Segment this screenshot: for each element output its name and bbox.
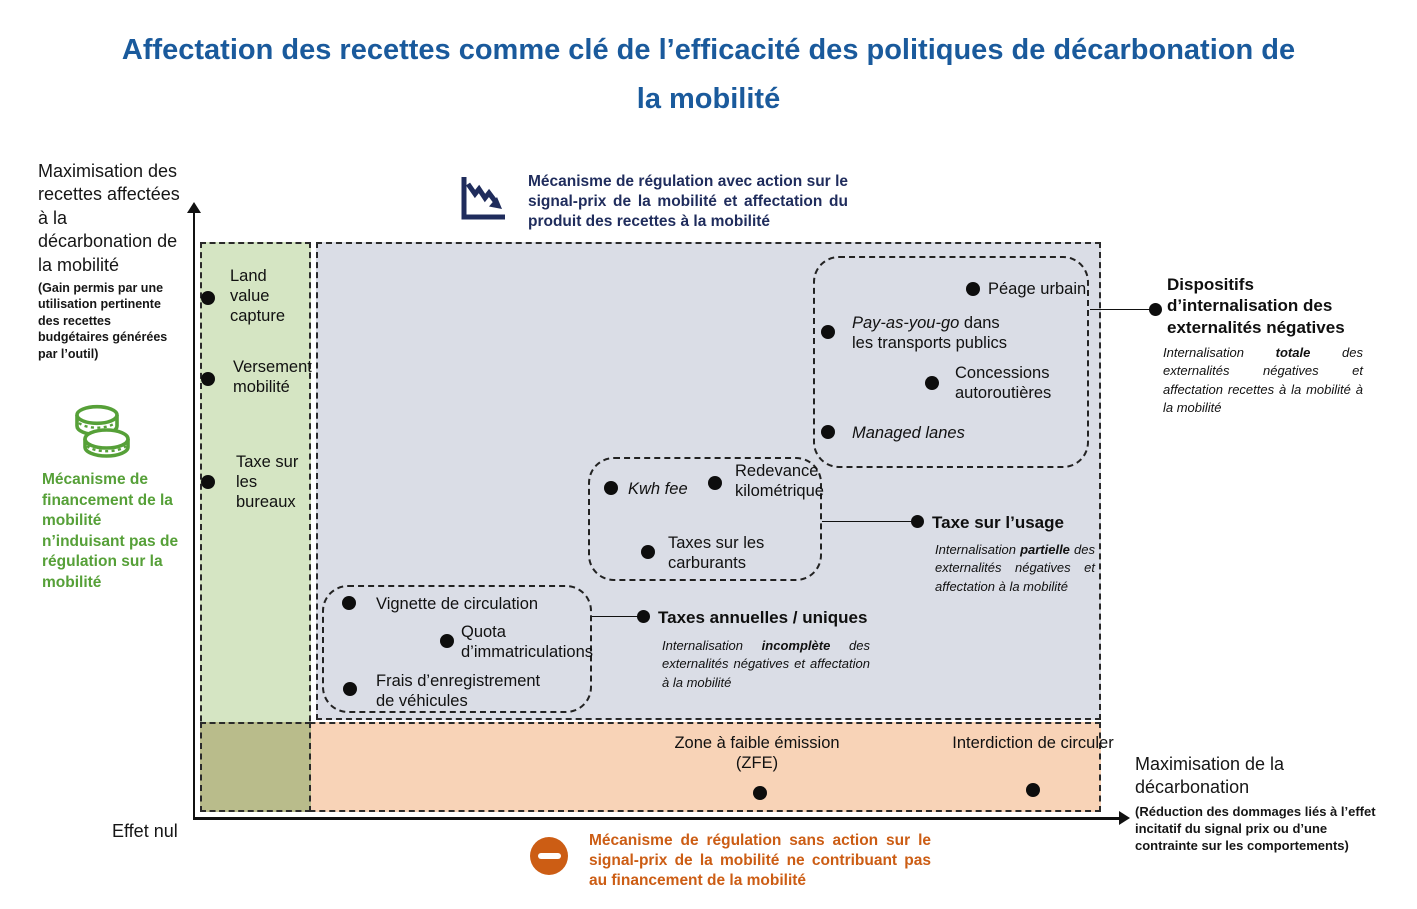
item-pay-as-you-go: [852, 313, 1016, 353]
bullet-land-value-capture: [201, 291, 215, 305]
legend-bottom-text: Mécanisme de régulation sans action sur le signal-prix de la mobilité ne contribuant pas au financement de la mobilité: [589, 832, 931, 890]
item-versement-mobilite: Versement mobilité: [233, 358, 312, 397]
bullet-pay-as-you-go: [821, 325, 835, 339]
connector-internalisation: [1090, 309, 1150, 310]
y-axis-note: (Gain permis par une utilisation pertinente des recettes budgétaires générées par l’outil): [38, 280, 168, 361]
bullet-taxe-bureaux: [201, 475, 215, 489]
connector-usage: [822, 521, 912, 522]
region-overlap: [200, 722, 311, 812]
note-annual: [662, 637, 870, 692]
note-usage: [935, 541, 1095, 596]
item-zfe: Zone à faible émission (ZFE): [674, 734, 840, 773]
no-entry-bar: [538, 853, 561, 859]
item-concessions: Concessions autoroutières: [955, 364, 1052, 403]
connector-internalisation-dot: [1149, 303, 1162, 316]
item-interdiction: Interdiction de circuler: [952, 734, 1114, 752]
y-axis-label: Maximisation des recettes affectées à la décarbonation de la mobilité: [38, 161, 180, 275]
label-internalisation: Dispositifs d’internalisation des externalités négatives: [1167, 275, 1345, 337]
note-usage-rest: des externalités négatives et affectation à la mobilité: [935, 542, 1095, 594]
note-internalisation-prefix: Internalisation: [1163, 345, 1276, 360]
bullet-managed-lanes: [821, 425, 835, 439]
note-internalisation-rest: des externalités négatives et affectation recettes à la mobilité à la mobilité: [1163, 345, 1363, 416]
label-annual: Taxes annuelles / uniques: [658, 608, 868, 627]
no-entry-icon: [530, 837, 568, 875]
coins-icon: [70, 402, 130, 462]
item-pay-as-you-go-italic: Pay-as-you-go: [852, 314, 960, 332]
bullet-taxes-carburants: [641, 545, 655, 559]
bullet-versement-mobilite: [201, 372, 215, 386]
item-pay-as-you-go-rest: dans les transports publics: [852, 314, 1007, 353]
item-taxe-bureaux: Taxe sur les bureaux: [236, 453, 299, 512]
connector-annual-dot: [637, 610, 650, 623]
note-usage-prefix: Internalisation: [935, 542, 1021, 557]
note-annual-bold: incomplète: [761, 638, 831, 653]
legend-left-text: Mécanisme de financement de la mobilité n’induisant pas de régulation sur la mobilité: [42, 471, 179, 592]
origin-label: Effet nul: [112, 821, 178, 841]
page-title: Affectation des recettes comme clé de l’efficacité des politiques de décarbonation de la mobilité: [121, 34, 1296, 116]
item-quota: Quota d’immatriculations: [461, 623, 594, 662]
bullet-concessions: [925, 376, 939, 390]
bullet-zfe: [753, 786, 767, 800]
item-taxes-carburants: Taxes sur les carburants: [668, 534, 765, 573]
note-annual-prefix: Internalisation: [662, 638, 762, 653]
bullet-peage-urbain: [966, 282, 980, 296]
item-managed-lanes: Managed lanes: [852, 424, 965, 442]
y-axis-label-block: [38, 160, 183, 362]
item-kwh-fee: Kwh fee: [628, 480, 688, 498]
item-peage-urbain: Péage urbain: [988, 280, 1087, 298]
item-land-value-capture: Land value capture: [230, 267, 286, 326]
bullet-redevance-km: [708, 476, 722, 490]
note-usage-bold: partielle: [1020, 542, 1070, 557]
y-axis-arrow-icon: [187, 202, 201, 213]
bullet-interdiction: [1026, 783, 1040, 797]
note-internalisation: [1163, 344, 1363, 418]
bullet-vignette: [342, 596, 356, 610]
bullet-kwh-fee: [604, 481, 618, 495]
note-annual-rest: des externalités négatives et affectation à la mobilité: [662, 638, 870, 690]
x-axis-label: Maximisation de la décarbonation: [1135, 754, 1285, 798]
connector-annual: [592, 616, 638, 617]
connector-usage-dot: [911, 515, 924, 528]
item-redevance-km: Redevance kilométrique: [735, 462, 824, 501]
note-internalisation-bold: totale: [1275, 345, 1311, 360]
y-axis-line: [193, 212, 195, 818]
item-vignette: Vignette de circulation: [376, 595, 539, 613]
x-axis-line: [193, 817, 1121, 820]
x-axis-note: (Réduction des dommages liés à l’effet incitatif du signal prix ou d’une contrainte sur les comportements): [1135, 803, 1376, 854]
x-axis-arrow-icon: [1119, 811, 1130, 825]
bullet-quota: [440, 634, 454, 648]
declining-chart-icon: [455, 172, 507, 224]
label-usage: Taxe sur l’usage: [932, 513, 1064, 532]
bullet-frais-enregistrement: [343, 682, 357, 696]
x-axis-label-block: [1135, 753, 1380, 854]
item-frais-enregistrement: Frais d’enregistrement de véhicules: [376, 672, 541, 711]
legend-top-text: Mécanisme de régulation avec action sur le signal-prix de la mobilité et affectation du produit des recettes à la mobilité: [528, 173, 848, 231]
